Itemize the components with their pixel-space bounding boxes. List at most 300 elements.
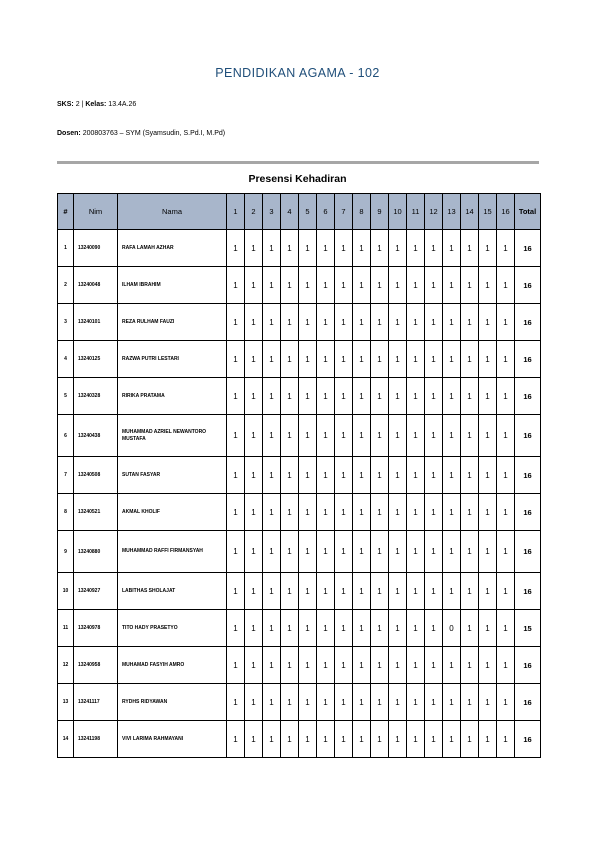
attendance-cell: 1 bbox=[299, 415, 317, 457]
attendance-cell: 1 bbox=[263, 573, 281, 610]
attendance-cell: 1 bbox=[425, 378, 443, 415]
attendance-cell: 1 bbox=[497, 610, 515, 647]
attendance-cell: 1 bbox=[317, 267, 335, 304]
attendance-cell: 1 bbox=[353, 230, 371, 267]
col-header-meeting: 11 bbox=[407, 194, 425, 230]
attendance-cell: 1 bbox=[335, 415, 353, 457]
attendance-cell: 1 bbox=[299, 341, 317, 378]
attendance-cell: 1 bbox=[353, 610, 371, 647]
attendance-cell: 1 bbox=[245, 494, 263, 531]
attendance-cell: 1 bbox=[335, 304, 353, 341]
header-row bbox=[58, 194, 541, 230]
attendance-cell: 1 bbox=[497, 494, 515, 531]
attendance-cell: 1 bbox=[335, 378, 353, 415]
table-row bbox=[58, 230, 541, 267]
attendance-cell: 1 bbox=[371, 573, 389, 610]
attendance-cell: 1 bbox=[371, 531, 389, 573]
attendance-cell: 1 bbox=[335, 610, 353, 647]
student-name: VIVI LARIMA RAHMAYANI bbox=[118, 721, 227, 758]
attendance-total: 16 bbox=[515, 415, 541, 457]
attendance-cell: 1 bbox=[479, 647, 497, 684]
attendance-cell: 1 bbox=[389, 684, 407, 721]
attendance-cell: 1 bbox=[317, 341, 335, 378]
attendance-cell: 1 bbox=[479, 531, 497, 573]
attendance-cell: 1 bbox=[389, 610, 407, 647]
attendance-cell: 1 bbox=[425, 230, 443, 267]
table-row bbox=[58, 531, 541, 573]
attendance-cell: 1 bbox=[299, 647, 317, 684]
attendance-total: 16 bbox=[515, 378, 541, 415]
row-number: 6 bbox=[58, 415, 74, 457]
attendance-cell: 1 bbox=[353, 378, 371, 415]
attendance-cell: 1 bbox=[407, 573, 425, 610]
attendance-cell: 1 bbox=[317, 573, 335, 610]
attendance-cell: 1 bbox=[335, 230, 353, 267]
attendance-cell: 1 bbox=[371, 647, 389, 684]
attendance-cell: 1 bbox=[353, 721, 371, 758]
attendance-cell: 1 bbox=[371, 457, 389, 494]
attendance-cell: 1 bbox=[425, 494, 443, 531]
attendance-cell: 1 bbox=[227, 494, 245, 531]
attendance-cell: 1 bbox=[245, 267, 263, 304]
student-name: REZA RULHAM FAUZI bbox=[118, 304, 227, 341]
attendance-cell: 1 bbox=[227, 415, 245, 457]
attendance-cell: 1 bbox=[227, 610, 245, 647]
attendance-cell: 1 bbox=[371, 494, 389, 531]
attendance-cell: 1 bbox=[407, 304, 425, 341]
sks-label: SKS: bbox=[57, 101, 74, 108]
attendance-cell: 1 bbox=[335, 494, 353, 531]
attendance-cell: 1 bbox=[335, 647, 353, 684]
attendance-cell: 1 bbox=[299, 267, 317, 304]
attendance-cell: 1 bbox=[443, 267, 461, 304]
student-nim: 13240048 bbox=[74, 267, 118, 304]
attendance-cell: 1 bbox=[461, 230, 479, 267]
row-number: 9 bbox=[58, 531, 74, 573]
attendance-cell: 1 bbox=[371, 610, 389, 647]
student-nim: 13240090 bbox=[74, 230, 118, 267]
attendance-cell: 1 bbox=[245, 721, 263, 758]
attendance-cell: 1 bbox=[461, 415, 479, 457]
attendance-cell: 1 bbox=[245, 684, 263, 721]
col-header-meeting: 10 bbox=[389, 194, 407, 230]
attendance-cell: 1 bbox=[317, 610, 335, 647]
attendance-cell: 1 bbox=[461, 457, 479, 494]
student-nim: 13240927 bbox=[74, 573, 118, 610]
table-row bbox=[58, 573, 541, 610]
attendance-cell: 1 bbox=[317, 230, 335, 267]
attendance-cell: 1 bbox=[245, 531, 263, 573]
attendance-cell: 1 bbox=[479, 378, 497, 415]
attendance-cell: 1 bbox=[245, 647, 263, 684]
attendance-total: 16 bbox=[515, 721, 541, 758]
attendance-table bbox=[57, 193, 541, 758]
attendance-cell: 1 bbox=[389, 304, 407, 341]
attendance-cell: 1 bbox=[389, 721, 407, 758]
attendance-cell: 1 bbox=[479, 415, 497, 457]
attendance-cell: 1 bbox=[389, 378, 407, 415]
student-name: RAZWA PUTRI LESTARI bbox=[118, 341, 227, 378]
attendance-cell: 1 bbox=[299, 531, 317, 573]
attendance-cell: 1 bbox=[317, 647, 335, 684]
attendance-cell: 1 bbox=[281, 457, 299, 494]
attendance-cell: 1 bbox=[263, 378, 281, 415]
student-nim: 13241117 bbox=[74, 684, 118, 721]
attendance-cell: 1 bbox=[371, 721, 389, 758]
attendance-cell: 1 bbox=[263, 457, 281, 494]
attendance-cell: 1 bbox=[461, 573, 479, 610]
attendance-cell: 1 bbox=[335, 341, 353, 378]
attendance-cell: 1 bbox=[335, 457, 353, 494]
student-nim: 13240978 bbox=[74, 610, 118, 647]
col-header-meeting: 16 bbox=[497, 194, 515, 230]
attendance-cell: 1 bbox=[443, 304, 461, 341]
attendance-cell: 1 bbox=[245, 341, 263, 378]
attendance-cell: 1 bbox=[461, 647, 479, 684]
attendance-cell: 1 bbox=[335, 573, 353, 610]
attendance-cell: 1 bbox=[371, 230, 389, 267]
col-header-nama: Nama bbox=[118, 194, 227, 230]
attendance-cell: 1 bbox=[263, 721, 281, 758]
attendance-cell: 1 bbox=[299, 573, 317, 610]
attendance-cell: 1 bbox=[389, 341, 407, 378]
attendance-cell: 1 bbox=[281, 230, 299, 267]
attendance-cell: 1 bbox=[461, 304, 479, 341]
attendance-cell: 1 bbox=[245, 378, 263, 415]
col-header-meeting: 9 bbox=[371, 194, 389, 230]
attendance-cell: 1 bbox=[353, 415, 371, 457]
attendance-cell: 1 bbox=[425, 573, 443, 610]
table-row bbox=[58, 721, 541, 758]
student-name: RAFA LAMAH AZHAR bbox=[118, 230, 227, 267]
attendance-cell: 1 bbox=[461, 610, 479, 647]
attendance-cell: 1 bbox=[479, 230, 497, 267]
attendance-cell: 1 bbox=[317, 494, 335, 531]
attendance-cell: 1 bbox=[335, 267, 353, 304]
attendance-cell: 1 bbox=[227, 647, 245, 684]
attendance-cell: 1 bbox=[443, 341, 461, 378]
student-name: MUHAMMAD AZRIEL NEWANTORO MUSTAFA bbox=[118, 415, 227, 457]
attendance-cell: 1 bbox=[353, 341, 371, 378]
attendance-cell: 1 bbox=[497, 415, 515, 457]
attendance-cell: 1 bbox=[227, 573, 245, 610]
attendance-cell: 1 bbox=[443, 415, 461, 457]
table-row bbox=[58, 415, 541, 457]
attendance-cell: 1 bbox=[245, 230, 263, 267]
table-row bbox=[58, 684, 541, 721]
attendance-cell: 1 bbox=[389, 457, 407, 494]
attendance-total: 16 bbox=[515, 304, 541, 341]
attendance-cell: 1 bbox=[443, 457, 461, 494]
col-header-meeting: 7 bbox=[335, 194, 353, 230]
attendance-cell: 1 bbox=[425, 610, 443, 647]
attendance-cell: 1 bbox=[461, 378, 479, 415]
attendance-total: 15 bbox=[515, 610, 541, 647]
attendance-cell: 1 bbox=[281, 684, 299, 721]
attendance-cell: 1 bbox=[443, 531, 461, 573]
attendance-cell: 1 bbox=[281, 341, 299, 378]
attendance-cell: 1 bbox=[479, 267, 497, 304]
attendance-cell: 1 bbox=[389, 494, 407, 531]
student-name: SUTAN FASYAR bbox=[118, 457, 227, 494]
attendance-cell: 1 bbox=[371, 378, 389, 415]
attendance-cell: 1 bbox=[479, 684, 497, 721]
row-number: 4 bbox=[58, 341, 74, 378]
attendance-cell: 1 bbox=[245, 415, 263, 457]
attendance-cell: 1 bbox=[407, 610, 425, 647]
table-row bbox=[58, 341, 541, 378]
attendance-cell: 1 bbox=[227, 267, 245, 304]
attendance-cell: 1 bbox=[497, 230, 515, 267]
attendance-cell: 1 bbox=[317, 684, 335, 721]
attendance-cell: 1 bbox=[263, 415, 281, 457]
attendance-cell: 1 bbox=[353, 304, 371, 341]
attendance-cell: 1 bbox=[479, 494, 497, 531]
dosen-value: 200803763 – SYM (Syamsudin, S.Pd.I, M.Pd) bbox=[82, 130, 226, 137]
col-header-no: # bbox=[58, 194, 74, 230]
student-nim: 13240508 bbox=[74, 457, 118, 494]
kelas-value: 13.4A.26 bbox=[108, 101, 137, 108]
attendance-cell: 1 bbox=[263, 647, 281, 684]
row-number: 13 bbox=[58, 684, 74, 721]
col-header-meeting: 15 bbox=[479, 194, 497, 230]
attendance-cell: 1 bbox=[353, 457, 371, 494]
attendance-cell: 1 bbox=[407, 684, 425, 721]
attendance-cell: 1 bbox=[353, 267, 371, 304]
attendance-cell: 1 bbox=[425, 415, 443, 457]
attendance-cell: 1 bbox=[245, 610, 263, 647]
row-number: 5 bbox=[58, 378, 74, 415]
lecturer-meta bbox=[57, 130, 225, 137]
row-number: 2 bbox=[58, 267, 74, 304]
attendance-cell: 1 bbox=[227, 457, 245, 494]
student-name: MUHAMAD FASYIH AMRO bbox=[118, 647, 227, 684]
attendance-cell: 1 bbox=[317, 415, 335, 457]
student-name: AKMAL KHOLIF bbox=[118, 494, 227, 531]
student-nim: 13240958 bbox=[74, 647, 118, 684]
attendance-cell: 1 bbox=[443, 573, 461, 610]
attendance-total: 16 bbox=[515, 647, 541, 684]
attendance-cell: 1 bbox=[461, 684, 479, 721]
kelas-label: Kelas: bbox=[85, 101, 107, 108]
attendance-cell: 1 bbox=[443, 721, 461, 758]
attendance-cell: 1 bbox=[281, 573, 299, 610]
attendance-cell: 1 bbox=[281, 721, 299, 758]
attendance-cell: 1 bbox=[425, 457, 443, 494]
col-header-total: Total bbox=[515, 194, 541, 230]
attendance-cell: 1 bbox=[281, 531, 299, 573]
attendance-cell: 1 bbox=[479, 341, 497, 378]
student-name: ILHAM IBRAHIM bbox=[118, 267, 227, 304]
course-meta bbox=[57, 101, 136, 108]
student-nim: 13241198 bbox=[74, 721, 118, 758]
col-header-meeting: 4 bbox=[281, 194, 299, 230]
attendance-cell: 1 bbox=[407, 647, 425, 684]
page-title: PENDIDIKAN AGAMA - 102 bbox=[215, 66, 380, 80]
attendance-cell: 1 bbox=[335, 721, 353, 758]
attendance-cell: 1 bbox=[263, 610, 281, 647]
attendance-cell: 1 bbox=[497, 341, 515, 378]
attendance-cell: 1 bbox=[497, 647, 515, 684]
col-header-meeting: 5 bbox=[299, 194, 317, 230]
table-row bbox=[58, 304, 541, 341]
attendance-cell: 1 bbox=[317, 721, 335, 758]
divider bbox=[57, 161, 539, 164]
row-number: 10 bbox=[58, 573, 74, 610]
attendance-cell: 1 bbox=[299, 610, 317, 647]
table-row bbox=[58, 267, 541, 304]
student-nim: 13240880 bbox=[74, 531, 118, 573]
attendance-total: 16 bbox=[515, 573, 541, 610]
meta-separator: | bbox=[81, 101, 84, 108]
attendance-cell: 1 bbox=[443, 684, 461, 721]
attendance-cell: 1 bbox=[281, 494, 299, 531]
attendance-cell: 1 bbox=[497, 684, 515, 721]
attendance-cell: 1 bbox=[299, 378, 317, 415]
table-row bbox=[58, 378, 541, 415]
attendance-cell: 1 bbox=[335, 684, 353, 721]
attendance-cell: 1 bbox=[407, 457, 425, 494]
row-number: 7 bbox=[58, 457, 74, 494]
attendance-cell: 1 bbox=[389, 415, 407, 457]
attendance-cell: 1 bbox=[227, 341, 245, 378]
attendance-cell: 1 bbox=[443, 494, 461, 531]
col-header-meeting: 2 bbox=[245, 194, 263, 230]
attendance-cell: 1 bbox=[425, 267, 443, 304]
attendance-cell: 1 bbox=[443, 378, 461, 415]
attendance-cell: 1 bbox=[461, 721, 479, 758]
attendance-cell: 1 bbox=[299, 684, 317, 721]
attendance-cell: 0 bbox=[443, 610, 461, 647]
col-header-meeting: 14 bbox=[461, 194, 479, 230]
attendance-cell: 1 bbox=[371, 341, 389, 378]
col-header-meeting: 3 bbox=[263, 194, 281, 230]
attendance-cell: 1 bbox=[281, 610, 299, 647]
attendance-cell: 1 bbox=[263, 494, 281, 531]
attendance-cell: 1 bbox=[299, 721, 317, 758]
student-name: TITO HADY PRASETYO bbox=[118, 610, 227, 647]
table-body bbox=[58, 230, 541, 758]
attendance-cell: 1 bbox=[461, 267, 479, 304]
attendance-cell: 1 bbox=[389, 230, 407, 267]
table-row bbox=[58, 494, 541, 531]
student-nim: 13240125 bbox=[74, 341, 118, 378]
attendance-cell: 1 bbox=[389, 573, 407, 610]
row-number: 8 bbox=[58, 494, 74, 531]
attendance-cell: 1 bbox=[461, 494, 479, 531]
attendance-cell: 1 bbox=[353, 684, 371, 721]
sks-value: 2 bbox=[75, 101, 80, 108]
attendance-cell: 1 bbox=[479, 573, 497, 610]
attendance-cell: 1 bbox=[227, 304, 245, 341]
dosen-label: Dosen: bbox=[57, 130, 81, 137]
row-number: 11 bbox=[58, 610, 74, 647]
attendance-cell: 1 bbox=[461, 341, 479, 378]
attendance-cell: 1 bbox=[245, 573, 263, 610]
attendance-cell: 1 bbox=[443, 230, 461, 267]
col-header-meeting: 8 bbox=[353, 194, 371, 230]
attendance-cell: 1 bbox=[371, 684, 389, 721]
attendance-cell: 1 bbox=[497, 378, 515, 415]
attendance-cell: 1 bbox=[425, 304, 443, 341]
attendance-cell: 1 bbox=[479, 304, 497, 341]
attendance-cell: 1 bbox=[263, 531, 281, 573]
attendance-cell: 1 bbox=[407, 267, 425, 304]
attendance-total: 16 bbox=[515, 684, 541, 721]
attendance-total: 16 bbox=[515, 341, 541, 378]
attendance-cell: 1 bbox=[299, 457, 317, 494]
attendance-cell: 1 bbox=[443, 647, 461, 684]
attendance-cell: 1 bbox=[389, 531, 407, 573]
attendance-cell: 1 bbox=[227, 230, 245, 267]
attendance-cell: 1 bbox=[263, 267, 281, 304]
attendance-total: 16 bbox=[515, 457, 541, 494]
student-nim: 13240438 bbox=[74, 415, 118, 457]
student-nim: 13240328 bbox=[74, 378, 118, 415]
attendance-cell: 1 bbox=[317, 378, 335, 415]
attendance-cell: 1 bbox=[407, 341, 425, 378]
attendance-cell: 1 bbox=[227, 721, 245, 758]
student-name: MUHAMMAD RAFFI FIRMANSYAH bbox=[118, 531, 227, 573]
attendance-total: 16 bbox=[515, 494, 541, 531]
attendance-cell: 1 bbox=[317, 304, 335, 341]
student-nim: 13240521 bbox=[74, 494, 118, 531]
attendance-cell: 1 bbox=[227, 531, 245, 573]
attendance-cell: 1 bbox=[497, 573, 515, 610]
table-row bbox=[58, 647, 541, 684]
attendance-cell: 1 bbox=[461, 531, 479, 573]
attendance-cell: 1 bbox=[371, 267, 389, 304]
row-number: 3 bbox=[58, 304, 74, 341]
attendance-cell: 1 bbox=[353, 494, 371, 531]
attendance-cell: 1 bbox=[425, 647, 443, 684]
attendance-cell: 1 bbox=[317, 531, 335, 573]
student-name: RYDHS RIDYAWAN bbox=[118, 684, 227, 721]
attendance-cell: 1 bbox=[479, 610, 497, 647]
attendance-cell: 1 bbox=[263, 684, 281, 721]
col-header-meeting: 1 bbox=[227, 194, 245, 230]
attendance-cell: 1 bbox=[479, 457, 497, 494]
attendance-cell: 1 bbox=[407, 494, 425, 531]
attendance-cell: 1 bbox=[479, 721, 497, 758]
attendance-cell: 1 bbox=[407, 721, 425, 758]
table-row bbox=[58, 610, 541, 647]
attendance-cell: 1 bbox=[227, 378, 245, 415]
attendance-cell: 1 bbox=[299, 230, 317, 267]
attendance-cell: 1 bbox=[497, 267, 515, 304]
row-number: 14 bbox=[58, 721, 74, 758]
attendance-total: 16 bbox=[515, 267, 541, 304]
attendance-cell: 1 bbox=[497, 304, 515, 341]
attendance-cell: 1 bbox=[497, 531, 515, 573]
row-number: 12 bbox=[58, 647, 74, 684]
attendance-cell: 1 bbox=[281, 647, 299, 684]
table-row bbox=[58, 457, 541, 494]
attendance-cell: 1 bbox=[281, 267, 299, 304]
attendance-total: 16 bbox=[515, 230, 541, 267]
student-nim: 13240101 bbox=[74, 304, 118, 341]
student-name: LABITHAS SHOLAJAT bbox=[118, 573, 227, 610]
attendance-cell: 1 bbox=[281, 304, 299, 341]
col-header-nim: Nim bbox=[74, 194, 118, 230]
col-header-meeting: 6 bbox=[317, 194, 335, 230]
attendance-cell: 1 bbox=[281, 415, 299, 457]
attendance-total: 16 bbox=[515, 531, 541, 573]
attendance-cell: 1 bbox=[407, 531, 425, 573]
attendance-cell: 1 bbox=[299, 494, 317, 531]
student-name: RIRIKA PRATAMA bbox=[118, 378, 227, 415]
attendance-cell: 1 bbox=[263, 341, 281, 378]
